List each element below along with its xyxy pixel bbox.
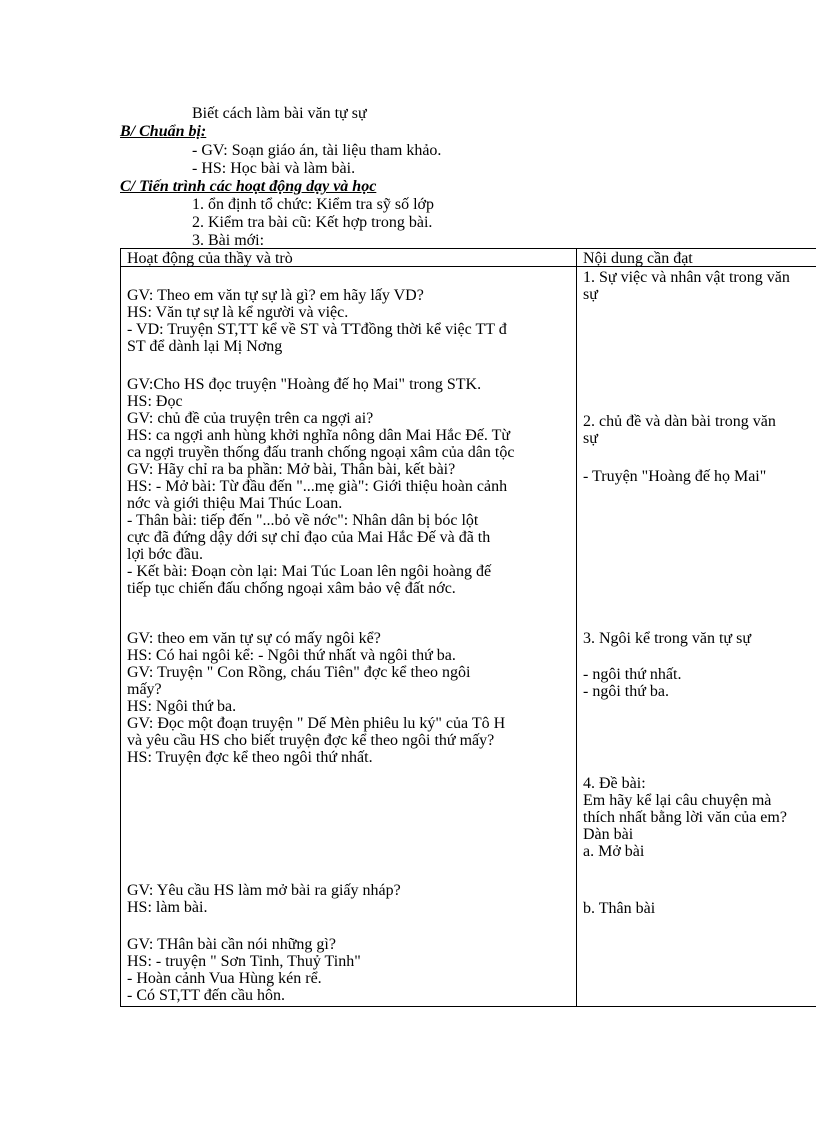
activity-block: GV: THân bài cần nói những gì? HS: - truyện " Sơn Tinh, Thuỷ Tinh" - Hoàn cảnh Vua Hùng kén rể. - Có ST,TT đến cầu hôn. [127, 936, 361, 1004]
activity-block: GV: Yêu cầu HS làm mở bài ra giấy nháp? HS: làm bài. [127, 882, 401, 916]
objective-line: Biết cách làm bài văn tự sự [192, 105, 367, 122]
lesson-table [120, 248, 816, 1007]
header-content: Nội dung cần đạt [583, 250, 693, 267]
content-block: 4. Đề bài: Em hãy kể lại câu chuyện mà thích nhất bằng lời văn của em? Dàn bài a. Mở bài [583, 775, 787, 860]
step-3: 3. Bài mới: [192, 232, 265, 249]
prep-item-gv: - GV: Soạn giáo án, tài liệu tham khảo. [192, 142, 442, 159]
section-b-heading: B/ Chuẩn bị: [120, 123, 207, 140]
table-top-border [121, 248, 816, 249]
section-c-heading: C/ Tiến trình các hoạt động dạy và học [120, 178, 377, 195]
step-2: 2. Kiểm tra bài cũ: Kết hợp trong bài. [192, 214, 433, 231]
content-block: - ngôi thứ nhất. - ngôi thứ ba. [583, 666, 682, 700]
content-block: - Truyện "Hoàng đế họ Mai" [583, 468, 767, 485]
activity-block: GV:Cho HS đọc truyện "Hoàng đế họ Mai" trong STK. HS: Đọc GV: chủ đề của truyện trên ca ngợi ai? HS: ca ngợi anh hùng khởi nghĩa nông dân Mai Hắc Đế. Từ ca ngợi truyền thống đấu tranh chống ngoại xâm của dân tộc GV: Hãy chỉ ra ba phần: Mở bài, Thân bài, kết bài? HS: - Mở bài: Từ đầu đến "...mẹ già": Giới thiệu hoàn cảnh nớc và giới thiệu Mai Thúc Loan. - Thân bài: tiếp đến "...bỏ về nớc": Nhân dân bị bóc lột cực đã đứng dậy dới sự chỉ đạo của Mai Hắc Đế và đã th lợi bớc đầu. - Kết bài: Đoạn còn lại: Mai Túc Loan lên ngôi hoàng đế tiếp tục chiến đấu chống ngoại xâm bảo vệ đất nớc. [127, 376, 515, 597]
header-activities: Hoạt động của thầy và trò [127, 250, 293, 267]
content-block: 3. Ngôi kể trong văn tự sự [583, 630, 751, 647]
activity-block: GV: Theo em văn tự sự là gì? em hãy lấy VD? HS: Văn tự sự là kể người và việc. - VD: Truyện ST,TT kể về ST và TTđồng thời kể việc TT đ ST để dành lại Mị Nơng [127, 287, 507, 355]
content-block: 1. Sự việc và nhân vật trong văn sự [583, 269, 790, 303]
step-1: 1. ổn định tổ chức: Kiểm tra sỹ số lớp [192, 196, 434, 213]
content-block: b. Thân bài [583, 900, 656, 917]
content-block: 2. chủ đề và dàn bài trong văn sự [583, 413, 776, 447]
activity-block: GV: theo em văn tự sự có mấy ngôi kể? HS: Có hai ngôi kể: - Ngôi thứ nhất và ngôi thứ ba. GV: Truyện " Con Rồng, cháu Tiên" đợc kể theo ngôi mấy? HS: Ngôi thứ ba. GV: Đọc một đoạn truyện " Dế Mèn phiêu lu ký" của Tô H và yêu cầu HS cho biết truyện đợc kể theo ngôi thứ mấy? HS: Truyện đợc kể theo ngôi thứ nhất. [127, 630, 506, 766]
prep-item-hs: - HS: Học bài và làm bài. [192, 160, 356, 177]
